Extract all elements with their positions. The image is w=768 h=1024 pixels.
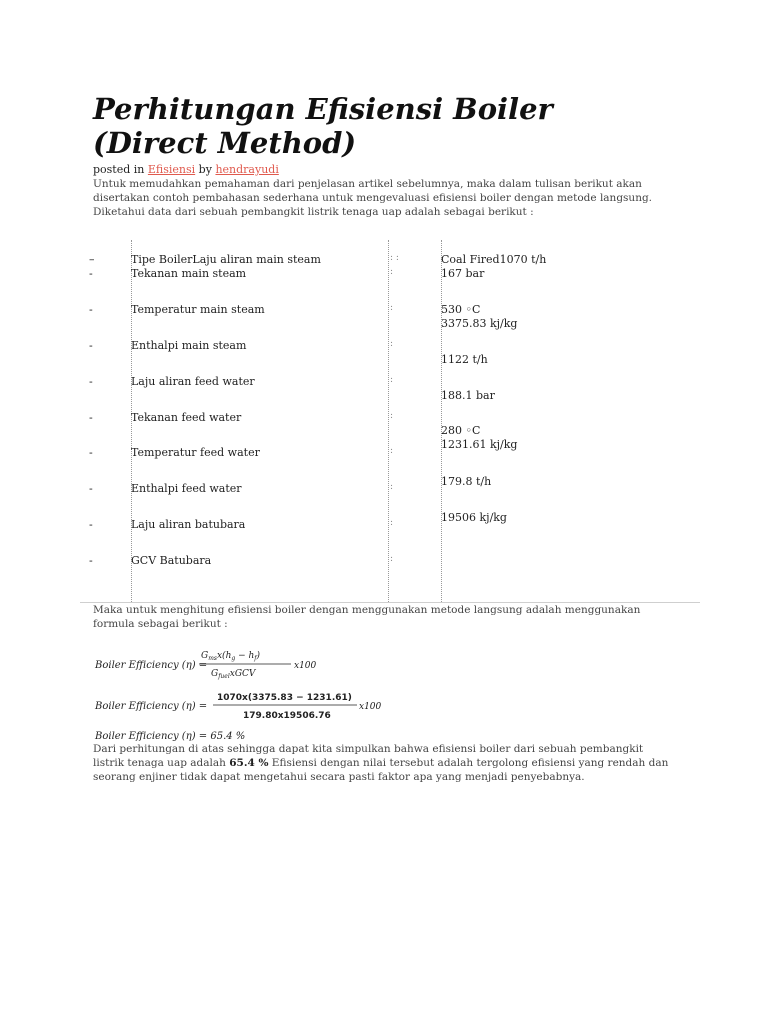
- row-label: Enthalpi feed water: [131, 482, 242, 495]
- table-value: 188.1 bar: [441, 389, 495, 402]
- row-dash: -: [89, 518, 93, 531]
- row-dash: -: [89, 554, 93, 567]
- post-meta: [93, 163, 279, 176]
- efficiency-result: 65.4 %: [229, 757, 269, 769]
- table-value: 3375.83 kj/kg: [441, 317, 518, 330]
- row-label: Laju aliran feed water: [131, 375, 255, 388]
- formula-lhs: Boiler Efficiency (η) =: [95, 701, 208, 712]
- row-label: Laju aliran batubara: [131, 518, 246, 531]
- row-dash: -: [89, 375, 93, 388]
- formula1-numerator: $G_{ms}x(h_g - h_f)$: [201, 651, 261, 662]
- table-value: 1231.61 kj/kg: [441, 438, 518, 451]
- conclusion-paragraph: [93, 742, 673, 784]
- formula-lhs: Boiler Efficiency (η) =: [95, 660, 208, 671]
- row-colon: :: [390, 446, 394, 456]
- data-table: [80, 240, 700, 603]
- row-colon: :: [390, 339, 394, 349]
- row-dash: -: [89, 303, 93, 316]
- posted-in-text: posted in: [93, 163, 148, 176]
- table-column-divider: [388, 240, 389, 602]
- row-colon: : :: [390, 253, 399, 263]
- conclusion-text: Dari perhitungan di atas sehingga dapat kita simpulkan bahwa efisiensi boiler dari sebuah pembangkit listrik tenaga uap adalah: [93, 743, 644, 769]
- author-link[interactable]: hendrayudi: [215, 163, 279, 176]
- page-title: Perhitungan Efisiensi Boiler (Direct Method): [93, 92, 553, 160]
- row-dash: -: [89, 339, 93, 352]
- category-link[interactable]: Efisiensi: [147, 163, 196, 176]
- row-colon: :: [390, 267, 394, 277]
- formula1-multiplier: x100: [294, 661, 317, 671]
- formula2-numerator: 1070x(3375.83 − 1231.61): [217, 693, 352, 703]
- row-dash: -: [89, 267, 93, 280]
- table-value: 167 bar: [441, 267, 485, 280]
- formula-result: Boiler Efficiency (η) = 65.4 %: [95, 731, 246, 742]
- row-colon: :: [390, 482, 394, 492]
- row-dash: -: [89, 482, 93, 495]
- row-colon: :: [390, 518, 394, 528]
- formula-intro-paragraph: Maka untuk menghitung efisiensi boiler dengan menggunakan metode langsung adalah menggunakan formula sebagai berikut :: [93, 604, 641, 630]
- row-dash: -: [89, 411, 93, 424]
- row-colon: :: [390, 375, 394, 385]
- row-colon: :: [390, 303, 394, 313]
- conclusion-text: Efisiensi dengan nilai tersebut adalah tergolong efisiensi yang rendah dan seorang enjiner tidak dapat mengetahui secara pasti faktor apa yang menjadi penyebabnya.: [93, 757, 669, 783]
- table-value: 179.8 t/h: [441, 475, 492, 488]
- row-dash: –: [89, 253, 95, 266]
- row-label: Temperatur main steam: [131, 303, 265, 316]
- row-dash: -: [89, 446, 93, 459]
- row-label: GCV Batubara: [131, 554, 212, 567]
- table-value: 280 ◦C: [441, 424, 481, 437]
- row-label: Tipe BoilerLaju aliran main steam: [131, 253, 321, 266]
- row-colon: :: [390, 554, 394, 564]
- table-value: 19506 kj/kg: [441, 511, 507, 524]
- formula1-denominator: $G_{fuel}xGCV$: [211, 669, 256, 680]
- formula2-denominator: 179.80x19506.76: [243, 711, 331, 721]
- row-label: Tekanan feed water: [131, 411, 242, 424]
- intro-paragraph: Untuk memudahkan pemahaman dari penjelasan artikel sebelumnya, maka dalam tulisan berikut akan disertakan contoh pembahasan sederhana untuk mengevaluasi efisiensi boiler dengan metode langsung. Diketahui data dari sebuah pembangkit listrik tenaga uap adalah sebagai berikut :: [93, 178, 653, 218]
- table-column-divider: [441, 240, 442, 602]
- table-value: 530 ◦C: [441, 303, 481, 316]
- row-label: Temperatur feed water: [131, 446, 260, 459]
- table-value: 1122 t/h: [441, 353, 488, 366]
- row-label: Tekanan main steam: [131, 267, 247, 280]
- row-label: Enthalpi main steam: [131, 339, 247, 352]
- formula2-multiplier: x100: [359, 702, 382, 712]
- efficiency-formula-image: [93, 643, 453, 743]
- row-colon: :: [390, 411, 394, 421]
- table-value: Coal Fired1070 t/h: [441, 253, 547, 266]
- by-text: by: [195, 163, 216, 176]
